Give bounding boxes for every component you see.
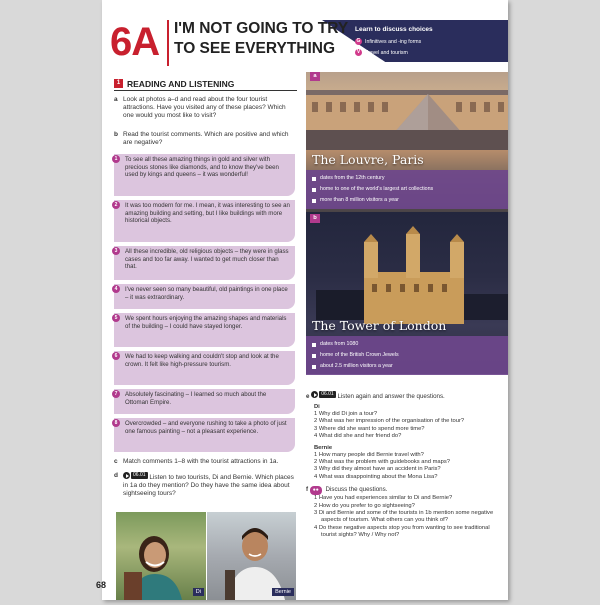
photo-di [116,512,206,600]
question-letter: a [114,96,118,103]
louvre-facts [306,170,508,209]
grammar-badge-icon: G [356,38,361,44]
page-title [174,19,348,59]
question-text: Look at photos a–d and read about the four tourist attractions. Have you visited any of these places? Which one would you most like to visit? [123,96,286,120]
page-number: 68 [96,580,107,590]
exercise-letter: e [306,393,310,400]
comment-6 [114,351,295,385]
comment-number: 6 [112,352,120,360]
question-d [114,472,297,499]
comment-3 [114,246,295,280]
photo-label-a: a [310,72,320,81]
speaker-label-di: Di [314,404,320,410]
banner-item-grammar [355,38,421,45]
track-number: 06.01 [133,472,146,479]
photo-label-b: b [310,214,320,223]
woman-tourist-illustration [116,512,206,600]
list-item: 4 What did she and her friend do? [314,433,402,440]
exercise-letter: f [306,486,309,494]
comment-5 [114,313,295,347]
list-item: 2 What was her impression of the organisation of the tour? [314,418,465,425]
play-icon[interactable] [311,391,318,398]
list-item: 1 How many people did Bernie travel with? [314,451,424,458]
comment-1 [114,154,295,196]
question-d-text: Listen to two tourists, Di and Bernie. Which places in 1a do they mention? Do they have the same idea about sightseeing tours? [123,474,294,498]
list-item: 2 How do you prefer to go sightseeing? [314,502,415,509]
photo-tag-bernie: Bernie [272,588,294,596]
speech-bubble-icon: ●● [310,486,322,495]
vocabulary-badge-icon: V [356,49,361,55]
page-title-line1: I'M NOT GOING TO TRY [174,20,349,37]
discussion-question-list [306,495,502,539]
di-question-list [306,411,502,441]
section-heading [114,77,297,91]
question-b [114,131,297,147]
attraction-name-louvre: The Louvre, Paris [312,152,424,167]
fact-item: dates from 1080 [312,339,502,350]
comment-number: 3 [112,247,120,255]
question-text [114,472,297,499]
comment-number: 7 [112,390,120,398]
tower-facts [306,336,508,375]
man-tourist-illustration [207,512,296,600]
list-item: 4 What was disappointing about the Mona Lisa? [314,473,438,480]
comment-text: We spent hours enjoying the amazing shapes and materials of the building – I could have stayed longer. [125,315,287,330]
fact-item: home of the British Crown Jewels [312,350,502,361]
photo-louvre [306,72,508,212]
exercise-f [306,486,502,539]
banner-title: Learn to discuss choices [355,26,433,33]
comment-text: It was too modern for me. I mean, it was interesting to see an amazing building and setting, but I like buildings with more historical objects. [125,202,290,225]
section-title: READING AND LISTENING [127,78,235,89]
comment-text: All these incredible, old religious objects – they were in glass cases and too far away. I wanted to get much closer than that. [125,248,289,271]
track-number: 06.01 [321,391,334,397]
photo-bernie [207,512,296,600]
question-letter: c [114,458,118,465]
section-number: 1 [114,79,123,88]
fact-item: about 2.5 million visitors a year [312,361,502,372]
exercise-e-header [306,391,502,401]
question-text: Read the tourist comments. Which are positive and which are negative? [123,131,289,147]
list-item: 3 Where did she want to spend more time? [314,425,425,432]
page-title-line2: TO SEE EVERYTHING [174,40,336,57]
exercise-e [306,391,502,540]
list-item: 3 Why did they almost have an accident in Paris? [314,466,441,473]
comment-text: I've never seen so many beautiful, old paintings in one place – it was extraordinary. [125,286,288,301]
attraction-name-tower: The Tower of London [312,318,447,333]
question-text: Match comments 1–8 with the tourist attractions in 1a. [123,458,279,466]
exercise-f-header [306,486,502,495]
list-item: 1 Have you had experiences similar to Di and Bernie? [314,495,453,502]
textbook-page [96,0,508,600]
list-item: 3 Di and Bernie and some of the tourists in 1b mention some negative aspects of tourism. What others can you think of? [314,510,494,524]
comment-text: We had to keep walking and couldn't stop and look at the crown. It felt like high-pressure tourism. [125,353,279,368]
question-a [114,96,297,121]
comment-number: 5 [112,314,120,322]
question-letter: d [114,472,118,479]
comment-text: To see all these amazing things in gold and silver with precious stones like diamonds, and to know they've been used by kings and queens – it was wonderful! [125,156,279,179]
comment-number: 1 [112,155,120,163]
comment-4 [114,284,295,309]
banner-item-text: Travel and tourism [365,49,408,56]
comment-number: 4 [112,285,120,293]
audio-track[interactable] [123,472,148,479]
bernie-question-list [306,452,502,482]
fact-item: more than 8 million visitors a year [312,195,502,206]
unit-number: 6A [110,20,160,64]
comment-number: 8 [112,419,120,427]
exercise-instruction: Listen again and answer the questions. [337,393,445,400]
play-icon[interactable] [123,472,130,479]
question-c [114,458,297,466]
fact-item: home to one of the world's largest art collections [312,184,502,195]
header-divider [167,20,169,66]
tourist-photos [116,512,296,600]
comment-8 [114,418,295,452]
fact-item: dates from the 12th century [312,173,502,184]
question-letter: b [114,131,118,138]
banner-item-vocabulary [355,49,408,56]
list-item: 1 Why did Di join a tour? [314,411,378,417]
comment-text: Absolutely fascinating – I learned so much about the Ottoman Empire. [125,391,267,406]
list-item: 2 What was the problem with guidebooks and maps? [314,459,450,466]
comment-7 [114,389,295,414]
photo-tower-of-london [306,212,508,374]
exercise-instruction: Discuss the questions. [325,486,388,494]
audio-track[interactable] [311,391,336,398]
speaker-label-bernie: Bernie [314,444,333,451]
list-item: 4 Do these negative aspects stop you from wanting to see traditional tourist sights? Why / Why not? [314,524,490,539]
comment-2 [114,200,295,242]
banner-item-text: Infinitives and -ing forms [365,38,422,45]
comment-number: 2 [112,201,120,209]
comment-text: Overcrowded – and everyone rushing to take a photo of just one famous painting – not a pleasant experience. [125,420,287,435]
photo-tag-di: Di [193,588,204,596]
